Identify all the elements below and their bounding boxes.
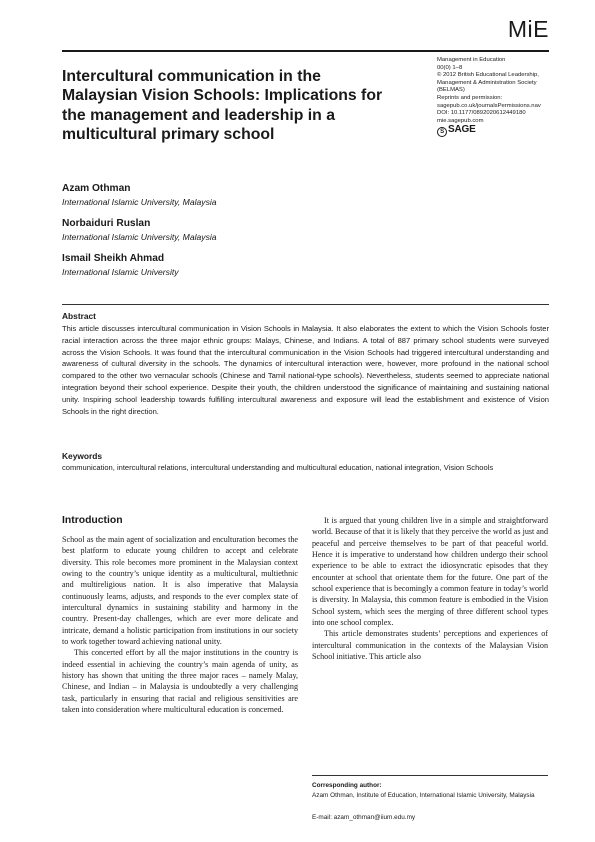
- author-affiliation: International Islamic University, Malaysia: [62, 232, 217, 242]
- publisher-name: SAGE: [448, 124, 476, 136]
- keywords-heading: Keywords: [62, 451, 103, 461]
- journal-logo: MiE: [507, 16, 549, 42]
- body-paragraph: This concerted effort by all the major institutions in the country is indeed essential in achieving the country’s main agenda of unity, as history has shown that uniting the three major races – namely Malay, Chinese, and Indian – in Malaysia is undoubtedly a very challenging task, particularly in ensuring that racial and religious sensitivities are taken into consideration where multicultural education is concerned.: [62, 648, 298, 715]
- footnote-rule: [312, 775, 548, 776]
- publisher-logo: [437, 126, 557, 137]
- author-name: Norbaiduri Ruslan: [62, 218, 151, 229]
- journal-name: Management in Education: [437, 57, 506, 63]
- reprints-label: Reprints and permission:: [437, 94, 503, 101]
- copyright-line: Management & Administration Society: [437, 79, 537, 86]
- journal-site-link[interactable]: mie.sagepub.com: [437, 117, 484, 124]
- copyright-line: © 2012 British Educational Leadership,: [437, 72, 539, 79]
- body-paragraph: School as the main agent of socialization and enculturation becomes the best platform to educate young children to accept and celebrate diversity. This role becomes more prominent in the Malaysian context owing to the country’s unique identity as a multicultural, multiethnic and multireligious nation. It is also imperative that Malaysia continuously learns, adjusts, and responds to the ever complex state of intercultural dynamics in sustaining stability and harmony in the country. Present-day challenges, which are ever more delicate and intricate, demand a holistic participation from institutions in our society to work together toward achieving national unity.: [62, 535, 298, 647]
- journal-volume: 00(0) 1–8: [437, 64, 463, 71]
- reprints-link[interactable]: sagepub.co.uk/journalsPermissions.nav: [437, 102, 541, 109]
- header-rule: [62, 50, 549, 52]
- author-affiliation: International Islamic University, Malaysia: [62, 197, 217, 207]
- corresponding-author-heading: Corresponding author:: [312, 782, 382, 789]
- sage-s-icon: S: [437, 127, 447, 137]
- section-heading-introduction: Introduction: [62, 515, 123, 526]
- author-name: Ismail Sheikh Ahmad: [62, 253, 165, 264]
- body-column-left: [62, 534, 298, 716]
- body-paragraph: It is argued that young children live in a simple and straightforward world. Because of that it is likely that they perceive the world as just and peaceful and perceive themselves to be part of that peaceful world. Hence it is imperative to understand how children undergo their school experience to be able to extract the idiosyncratic episodes that they encounter at school that orientate them for the future. One part of the school experience that is becomingly a common feature in today’s world is diversity. In Malaysia, this common feature is embodied in the Vision School system, which sees the merging of three different school types into one school complex.: [312, 516, 548, 628]
- abstract-rule: [62, 304, 549, 305]
- abstract-heading: Abstract: [62, 311, 96, 321]
- copyright-line: (BELMAS): [437, 87, 465, 94]
- abstract-text: This article discusses intercultural communication in Vision Schools in Malaysia. It also elaborates the extent to which the Vision Schools foster racial interaction across the three major ethnic groups: Malays, Chinese, and Indians. A total of 887 primary school students were surveyed across the Vision Schools. It was found that the intercultural communication in the Vision Schools had triggered intercultural understanding and awareness of cultural diversity in the schools. The dynamics of intercultural interaction were, however, more profound in the national school compared to the other two vernacular schools (Chinese and Tamil national-type schools). Nevertheless, students seemed to appreciate national integration beyond their school experience. Despite their youth, the children understood the significance of maintaining and sustaining national unity. Inspiring school leadership towards fulfilling intercultural awareness and exposure will lead the establishment and existence of Vision Schools in the right direction.: [62, 324, 549, 416]
- article-title: Intercultural communication in the Malaysian Vision Schools: Implications for the management and leadership in a multicultural primary school: [62, 68, 383, 144]
- body-column-right: [312, 515, 548, 662]
- author-name: Azam Othman: [62, 183, 131, 194]
- keywords-text: communication, intercultural relations, intercultural understanding and multicultural education, national integration, Vision Schools: [62, 463, 494, 472]
- journal-meta: [437, 57, 557, 137]
- body-paragraph: This article demonstrates students’ perceptions and experiences of intercultural communication in the contexts of the Malaysian Vision School initiative. This article also: [312, 629, 548, 662]
- corresponding-author-email[interactable]: E-mail: azam_othman@iium.edu.my: [312, 814, 416, 821]
- corresponding-author-address: Azam Othman, Institute of Education, International Islamic University, Malaysia: [312, 792, 535, 799]
- author-affiliation: International Islamic University: [62, 267, 179, 277]
- doi[interactable]: DOI: 10.1177/0892020612449180: [437, 110, 526, 117]
